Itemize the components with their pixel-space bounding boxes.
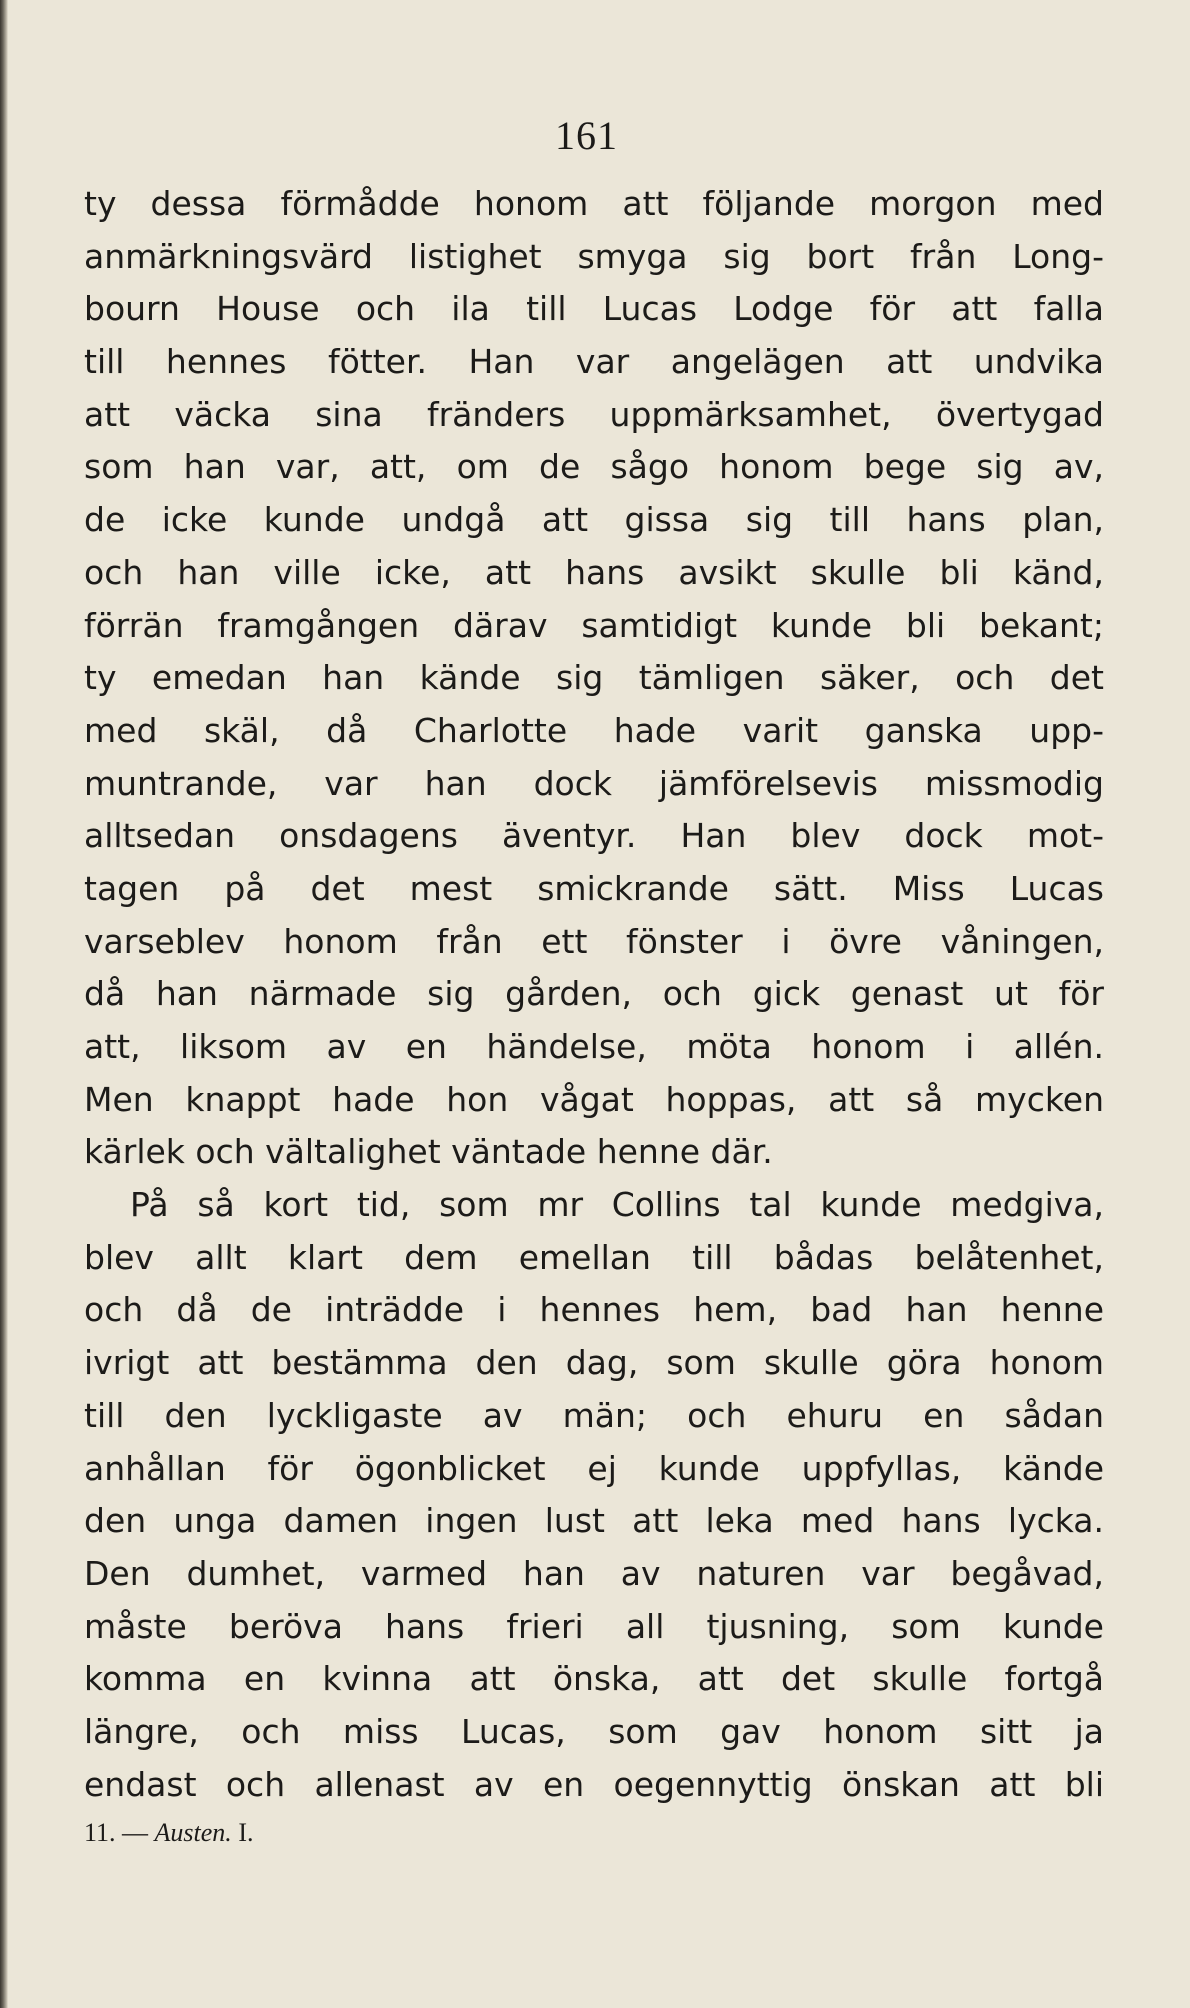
text-line: bourn House och ila till Lucas Lodge för att falla: [84, 289, 1104, 329]
text-line: till den lyckligaste av män; och ehuru en sådan: [84, 1395, 1104, 1435]
text-line: alltsedan onsdagens äventyr. Han blev dock mot-: [84, 816, 1104, 856]
text-line: de icke kunde undgå att gissa sig till hans plan,: [84, 500, 1104, 540]
text-line: muntrande, var han dock jämförelsevis missmodig: [84, 763, 1104, 803]
text-line: måste beröva hans frieri all tjusning, som kunde: [84, 1606, 1104, 1646]
text-line: och han ville icke, att hans avsikt skulle bli känd,: [84, 552, 1104, 592]
text-line: att väcka sina fränders uppmärksamhet, övertygad: [84, 394, 1104, 434]
text-line: Men knappt hade hon vågat hoppas, att så mycken: [84, 1079, 1104, 1119]
text-line: som han var, att, om de sågo honom bege sig av,: [84, 447, 1104, 487]
text-line: varseblev honom från ett fönster i övre våningen,: [84, 921, 1104, 961]
text-line: ty dessa förmådde honom att följande morgon med: [84, 184, 1104, 223]
signature-line: [84, 1818, 253, 1848]
text-line: längre, och miss Lucas, som gav honom sitt ja: [84, 1711, 1104, 1751]
text-line: med skäl, då Charlotte hade varit ganska upp-: [84, 710, 1104, 750]
page-number: 161: [555, 113, 618, 158]
text-line: att, liksom av en händelse, möta honom i allén.: [84, 1027, 1104, 1066]
text-line: förrän framgången därav samtidigt kunde bli bekant;: [84, 605, 1104, 645]
text-line: tagen på det mest smickrande sätt. Miss Lucas: [84, 868, 1104, 908]
page-binding-edge: [0, 0, 8, 2008]
dash: —: [122, 1818, 149, 1847]
text-line: Den dumhet, varmed han av naturen var begåvad,: [84, 1553, 1104, 1593]
text-line: anhållan för ögonblicket ej kunde uppfyllas, kände: [84, 1448, 1104, 1488]
volume-number: I.: [238, 1818, 254, 1847]
text-line: anmärkningsvärd listighet smyga sig bort från Long-: [84, 236, 1104, 276]
text-line: kärlek och vältalighet väntade henne där.: [84, 1132, 773, 1172]
author-name: Austen.: [154, 1818, 232, 1847]
text-line: blev allt klart dem emellan till bådas belåtenhet,: [84, 1237, 1104, 1277]
body-text: [84, 178, 1104, 1811]
text-line: komma en kvinna att önska, att det skulle fortgå: [84, 1659, 1104, 1699]
text-line: den unga damen ingen lust att leka med hans lycka.: [84, 1501, 1104, 1541]
text-line: ty emedan han kände sig tämligen säker, och det: [84, 658, 1104, 698]
text-line: då han närmade sig gården, och gick genast ut för: [84, 974, 1104, 1014]
sheet-number: 11.: [84, 1818, 116, 1847]
text-line: endast och allenast av en oegennyttig önskan att bli: [84, 1764, 1104, 1804]
text-line: På så kort tid, som mr Collins tal kunde medgiva,: [130, 1185, 1104, 1225]
text-line: ivrigt att bestämma den dag, som skulle göra honom: [84, 1343, 1104, 1383]
text-line: och då de inträdde i hennes hem, bad han henne: [84, 1290, 1104, 1330]
text-line: till hennes fötter. Han var angelägen att undvika: [84, 342, 1104, 382]
